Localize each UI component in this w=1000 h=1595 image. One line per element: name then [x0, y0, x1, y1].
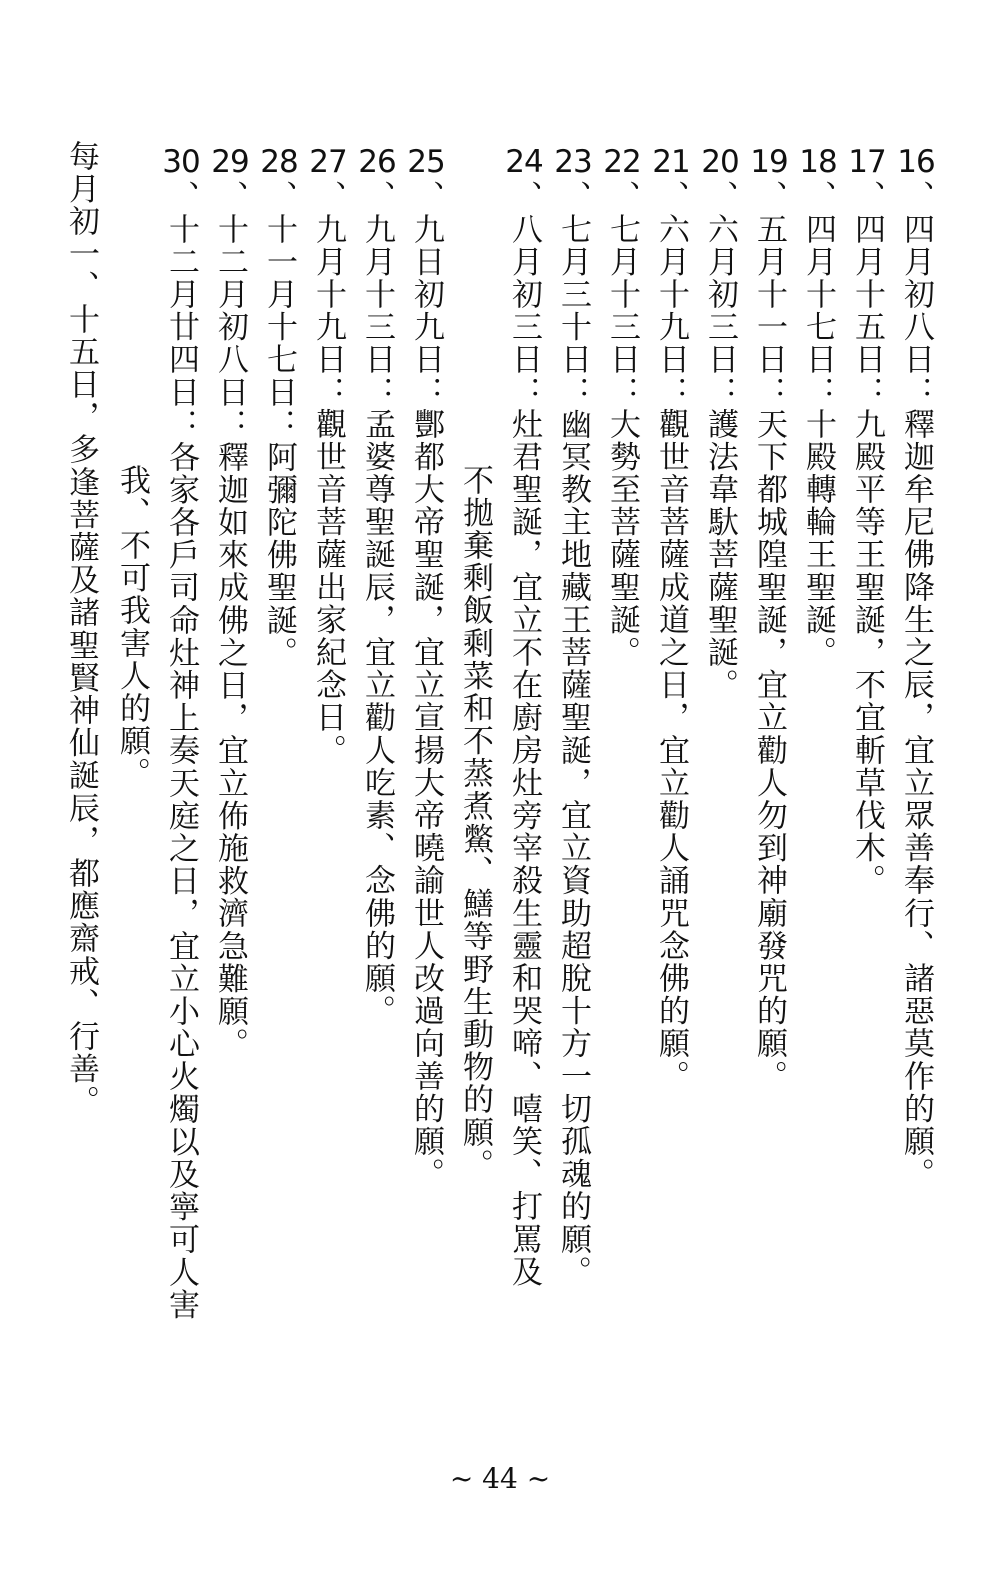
entry-date: 十二月初八日：: [212, 212, 248, 441]
entry-description: 九殿平等王聖誕，不宜斬草伐木。: [849, 408, 885, 898]
entry-date: 五月十一日：: [751, 212, 787, 409]
entry-description-continued: 我、不可我害人的願。: [114, 464, 150, 790]
monthly-note-text: 每月初一、十五日，多逢菩薩及諸聖賢神仙誕辰，都應齋戒、行善。: [63, 140, 99, 1118]
entry-22: [597, 146, 647, 669]
entry-separator: 、: [751, 180, 787, 213]
entry-separator: 、: [408, 180, 444, 213]
entry-number: 29: [211, 144, 249, 180]
entry-28: [254, 146, 304, 669]
entry-description: 十殿轉輪王聖誕。: [800, 408, 836, 670]
entry-date: 八月初三日：: [506, 212, 542, 409]
entry-18: [793, 146, 843, 669]
entry-description: 釋迦牟尼佛降生之辰，宜立眾善奉行、諸惡莫作的願。: [898, 408, 934, 1191]
entry-separator: 、: [849, 180, 885, 213]
entry-number: 27: [309, 144, 347, 180]
entry-date: 十一月十七日：: [261, 212, 297, 441]
entry-separator: 、: [310, 180, 346, 213]
entry-description: 觀世音菩薩成道之日，宜立勸人誦咒念佛的願。: [653, 408, 689, 1093]
entry-number: 24: [505, 144, 543, 180]
entry-separator: 、: [555, 180, 591, 213]
entry-date: 六月十九日：: [653, 212, 689, 409]
entry-date: 四月十五日：: [849, 212, 885, 409]
entry-number: 23: [554, 144, 592, 180]
entry-separator: 、: [359, 180, 395, 213]
monthly-note: [56, 140, 106, 1118]
entry-date: 六月初三日：: [702, 212, 738, 409]
entry-separator: 、: [604, 180, 640, 213]
entry-description: 護法韋馱菩薩聖誕。: [702, 408, 738, 702]
entry-24: [499, 146, 549, 1288]
entry-separator: 、: [163, 180, 199, 213]
entry-description-continued: 不拋棄剩飯剩菜和不蒸煮鱉、鱔等野生動物的願。: [457, 464, 493, 1182]
entry-25: [401, 146, 451, 1191]
entry-description: 灶君聖誕，宜立不在廚房灶旁宰殺生靈和哭啼、嘻笑、打罵及: [506, 408, 542, 1289]
entry-description: 觀世音菩薩出家紀念日。: [310, 408, 346, 767]
entry-17: [842, 146, 892, 897]
entry-30: [156, 146, 206, 1321]
entry-separator: 、: [653, 180, 689, 213]
entry-description: 各家各戶司命灶神上奏天庭之日，宜立小心火燭以及寧可人害: [163, 440, 199, 1322]
entry-23: [548, 146, 598, 1288]
entry-date: 十二月廿四日：: [163, 212, 199, 441]
entry-date: 九月十九日：: [310, 212, 346, 409]
entry-date: 四月十七日：: [800, 212, 836, 409]
entry-21: [646, 146, 696, 1093]
entry-number: 21: [652, 144, 690, 180]
entry-separator: 、: [212, 180, 248, 213]
entry-separator: 、: [506, 180, 542, 213]
entry-29: [205, 146, 255, 1060]
page-number: ~ 44 ~: [449, 1462, 551, 1495]
entry-number: 22: [603, 144, 641, 180]
entry-description: 孟婆尊聖誕辰，宜立勸人吃素、念佛的願。: [359, 408, 395, 1028]
entry-30-continuation: [107, 464, 157, 790]
entry-19: [744, 146, 794, 1093]
entry-number: 20: [701, 144, 739, 180]
entry-number: 26: [358, 144, 396, 180]
entry-number: 28: [260, 144, 298, 180]
entry-24-continuation: [450, 464, 500, 1181]
entry-date: 四月初八日：: [898, 212, 934, 409]
entry-27: [303, 146, 353, 767]
entry-separator: 、: [702, 180, 738, 213]
entry-date: 九日初九日：: [408, 212, 444, 409]
entry-description: 天下都城隍聖誕，宜立勸人勿到神廟發咒的願。: [751, 408, 787, 1093]
entry-number: 16: [897, 144, 935, 180]
entry-26: [352, 146, 402, 1028]
entry-16: [891, 146, 941, 1191]
entry-description: 幽冥教主地藏王菩薩聖誕，宜立資助超脫十方一切孤魂的願。: [555, 408, 591, 1289]
entry-separator: 、: [898, 180, 934, 213]
entry-separator: 、: [800, 180, 836, 213]
entry-date: 七月三十日：: [555, 212, 591, 409]
entry-number: 30: [162, 144, 200, 180]
entry-description: 大勢至菩薩聖誕。: [604, 408, 640, 670]
entry-date: 七月十三日：: [604, 212, 640, 409]
entry-description: 阿彌陀佛聖誕。: [261, 440, 297, 670]
entry-description: 釋迦如來成佛之日，宜立佈施救濟急難願。: [212, 440, 248, 1061]
entry-number: 19: [750, 144, 788, 180]
entry-date: 九月十三日：: [359, 212, 395, 409]
entry-number: 17: [848, 144, 886, 180]
entry-20: [695, 146, 745, 702]
entry-separator: 、: [261, 180, 297, 213]
entry-number: 18: [799, 144, 837, 180]
entry-number: 25: [407, 144, 445, 180]
entry-description: 酆都大帝聖誕，宜立宣揚大帝曉諭世人改過向善的願。: [408, 408, 444, 1191]
